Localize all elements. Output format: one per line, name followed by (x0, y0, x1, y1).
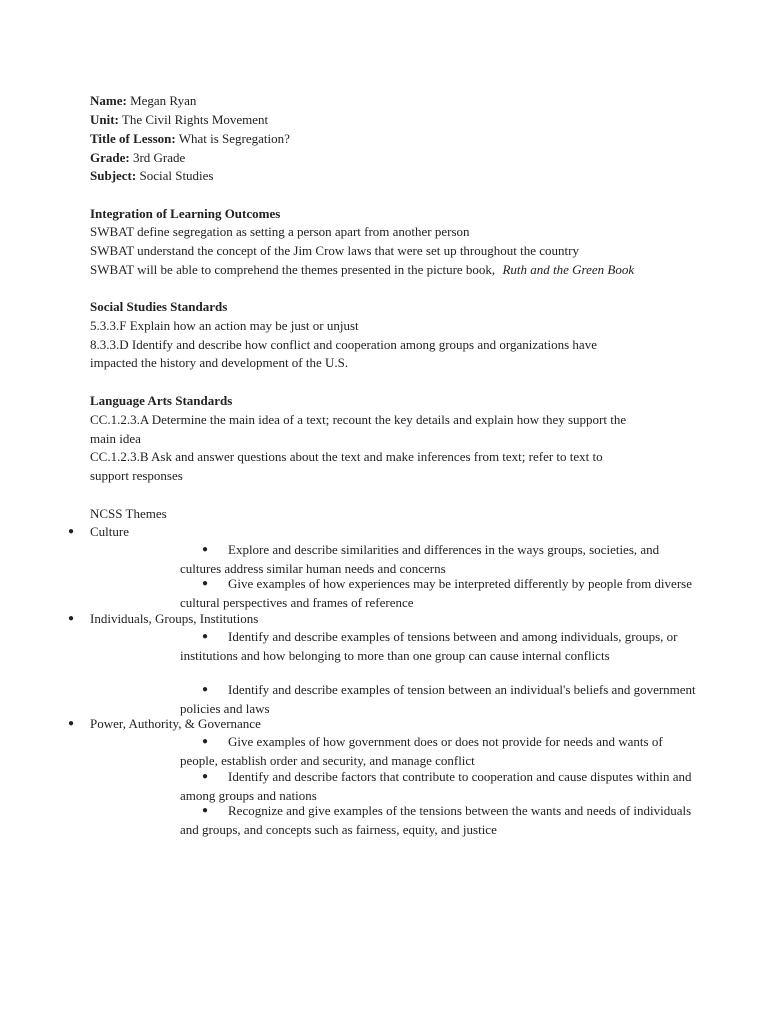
grade-field (90, 149, 185, 167)
outcome-item (90, 261, 634, 279)
subitem-text: Give examples of how experiences may be interpreted differently by people from diverse cultural perspectives and frames of reference (180, 576, 692, 610)
outcome-item: SWBAT understand the concept of the Jim Crow laws that were set up throughout the country (90, 243, 579, 258)
bullet-icon: ● (202, 631, 209, 642)
theme-subitem (180, 627, 700, 665)
book-title: Ruth and the Green Book (502, 262, 635, 277)
outcomes-heading: Integration of Learning Outcomes (90, 206, 281, 221)
standard-line: 8.3.3.D Identify and describe how conflict and cooperation among groups and organizations have (90, 337, 597, 352)
theme-subitem (180, 732, 700, 770)
standard-line: CC.1.2.3.B Ask and answer questions about the text and make inferences from text; refer to text to (90, 449, 603, 464)
ncss-heading: NCSS Themes (90, 506, 167, 521)
bullet-icon: ● (68, 718, 75, 729)
bullet-icon: ● (202, 805, 209, 816)
outcome-item: SWBAT define segregation as setting a person apart from another person (90, 224, 470, 239)
bullet-icon: ● (202, 736, 209, 747)
theme-subitem (180, 801, 700, 839)
grade-value: 3rd Grade (132, 150, 186, 165)
subitem-text: Explore and describe similarities and differences in the ways groups, societies, and cultures address similar human needs and concerns (180, 542, 660, 576)
subject-label: Subject: (90, 168, 137, 183)
standard-line: support responses (90, 468, 183, 483)
theme-subitem (180, 767, 700, 805)
standard-line: main idea (90, 431, 141, 446)
bullet-icon: ● (202, 544, 209, 555)
unit-value: The Civil Rights Movement (121, 112, 269, 127)
grade-label: Grade: (90, 150, 130, 165)
subject-value: Social Studies (139, 168, 214, 183)
lesson-title-label: Title of Lesson: (90, 131, 176, 146)
name-field (90, 92, 196, 110)
bullet-icon: ● (202, 578, 209, 589)
subitem-text: Give examples of how government does or does not provide for needs and wants of people, establish order and security, and manage conflict (180, 734, 663, 768)
standard-line: impacted the history and development of the U.S. (90, 355, 349, 370)
theme-subitem (180, 574, 700, 612)
theme-label: Individuals, Groups, Institutions (90, 611, 259, 626)
subitem-text: Recognize and give examples of the tensions between the wants and needs of individuals and groups, and concepts such as fairness, equity, and justice (180, 803, 692, 837)
bullet-icon: ● (202, 684, 209, 695)
lesson-title-value: What is Segregation? (178, 131, 290, 146)
theme-subitem (180, 540, 700, 578)
subitem-text: Identify and describe examples of tension between an individual's beliefs and government policies and laws (180, 682, 696, 716)
language-arts-heading: Language Arts Standards (90, 393, 233, 408)
subject-field (90, 167, 214, 185)
subitem-text: Identify and describe examples of tensions between and among individuals, groups, or institutions and how belonging to more than one group can cause internal conflicts (180, 629, 678, 663)
bullet-icon: ● (68, 526, 75, 537)
name-label: Name: (90, 93, 127, 108)
unit-label: Unit: (90, 112, 119, 127)
standard-line: 5.3.3.F Explain how an action may be just or unjust (90, 318, 359, 333)
theme-subitem (180, 680, 700, 718)
standard-line: CC.1.2.3.A Determine the main idea of a text; recount the key details and explain how they support the (90, 412, 627, 427)
theme-label: Culture (90, 524, 129, 539)
subitem-text: Identify and describe factors that contribute to cooperation and cause disputes within and among groups and nations (180, 769, 692, 803)
unit-field (90, 111, 268, 129)
social-studies-heading: Social Studies Standards (90, 299, 228, 314)
outcome-item-text: SWBAT will be able to comprehend the themes presented in the picture book, (90, 262, 496, 277)
bullet-icon: ● (202, 771, 209, 782)
name-value: Megan Ryan (130, 93, 197, 108)
lesson-title-field (90, 130, 290, 148)
theme-label: Power, Authority, & Governance (90, 716, 261, 731)
bullet-icon: ● (68, 613, 75, 624)
